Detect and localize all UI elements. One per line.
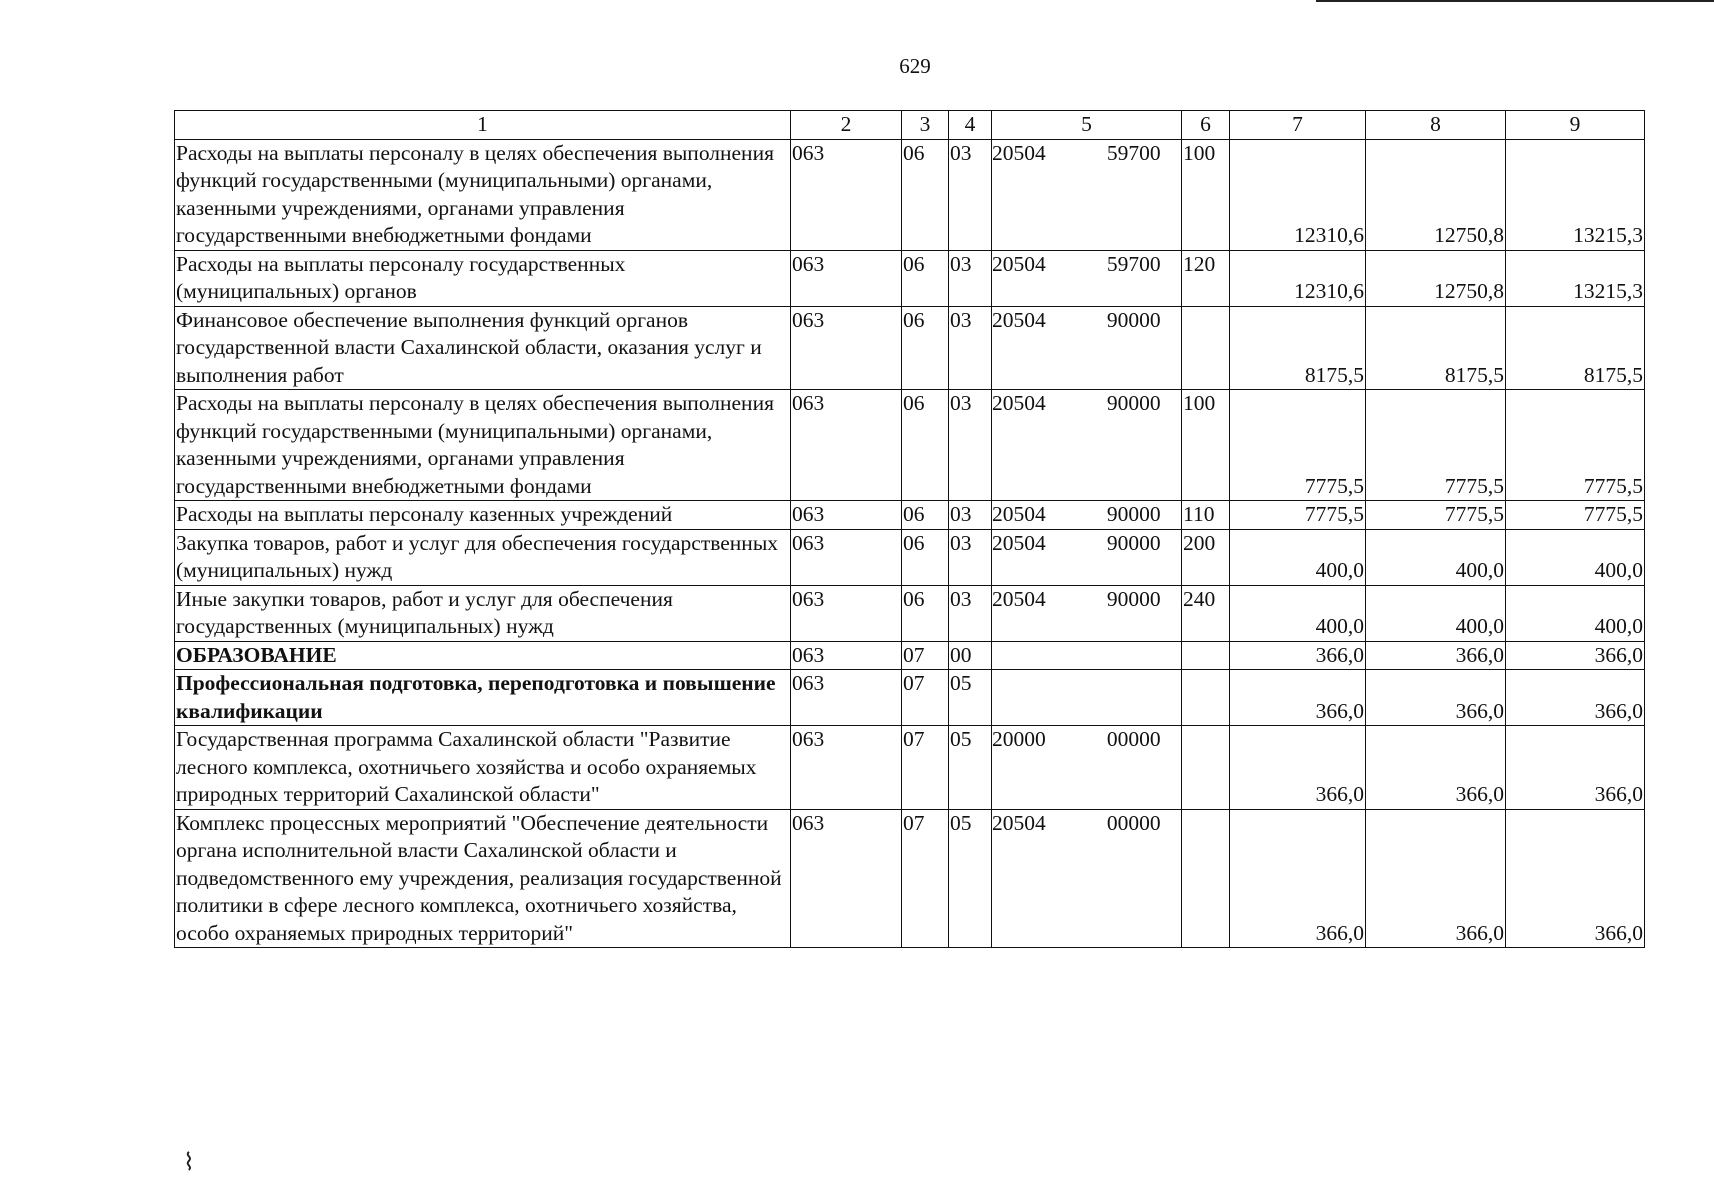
target-article-cell — [992, 529, 1182, 585]
amount-year3-cell: 366,0 — [1506, 641, 1645, 670]
expense-type-cell: 120 — [1182, 250, 1230, 306]
amount-year3-cell: 366,0 — [1506, 809, 1645, 948]
header-cell: 7 — [1230, 111, 1366, 140]
target-article-cell — [992, 250, 1182, 306]
table-row — [175, 585, 1645, 641]
expense-type-cell: 110 — [1182, 501, 1230, 530]
row-name-cell: Расходы на выплаты персоналу в целях обеспечения выполнения функций государственными (муниципальными) органами, казенными учреждениями, органами управления государственными внебюджетными фондами — [175, 139, 791, 250]
target-article-cell — [992, 726, 1182, 810]
target-article-cell — [992, 585, 1182, 641]
admin-code-cell: 063 — [791, 670, 902, 726]
section-cell: 06 — [902, 501, 949, 530]
section-cell: 06 — [902, 585, 949, 641]
direction-code: 59700 — [1106, 251, 1161, 276]
expense-type-cell — [1182, 641, 1230, 670]
program-code: 20000 — [992, 727, 1046, 751]
expense-type-cell: 100 — [1182, 139, 1230, 250]
expense-type-cell: 100 — [1182, 390, 1230, 501]
amount-year1-cell: 7775,5 — [1230, 390, 1366, 501]
header-cell: 1 — [175, 111, 791, 140]
table-row — [175, 641, 1645, 670]
header-cell: 4 — [949, 111, 992, 140]
amount-year3-cell: 366,0 — [1506, 726, 1645, 810]
amount-year1-cell: 366,0 — [1230, 641, 1366, 670]
section-cell: 06 — [902, 529, 949, 585]
row-name-cell: ОБРАЗОВАНИЕ — [175, 641, 791, 670]
table-row — [175, 306, 1645, 390]
admin-code-cell: 063 — [791, 809, 902, 948]
amount-year3-cell: 13215,3 — [1506, 139, 1645, 250]
row-name-cell: Профессиональная подготовка, переподготовка и повышение квалификации — [175, 670, 791, 726]
subsection-cell: 05 — [949, 670, 992, 726]
amount-year1-cell: 366,0 — [1230, 670, 1366, 726]
table-row — [175, 670, 1645, 726]
expense-type-cell: 200 — [1182, 529, 1230, 585]
amount-year1-cell: 400,0 — [1230, 585, 1366, 641]
amount-year2-cell: 12750,8 — [1366, 139, 1506, 250]
table-row — [175, 529, 1645, 585]
program-code: 20504 — [992, 140, 1046, 165]
row-name-cell: Иные закупки товаров, работ и услуг для обеспечения государственных (муниципальных) нужд — [175, 585, 791, 641]
row-name-cell: Закупка товаров, работ и услуг для обеспечения государственных (муниципальных) нужд — [175, 529, 791, 585]
row-name-cell: Расходы на выплаты персоналу в целях обеспечения выполнения функций государственными (муниципальными) органами, казенными учреждениями, органами управления государственными внебюджетными фондами — [175, 390, 791, 501]
amount-year1-cell: 12310,6 — [1230, 250, 1366, 306]
amount-year1-cell: 12310,6 — [1230, 139, 1366, 250]
admin-code-cell: 063 — [791, 250, 902, 306]
subsection-cell: 03 — [949, 139, 992, 250]
target-article-cell — [992, 139, 1182, 250]
amount-year1-cell: 7775,5 — [1230, 501, 1366, 530]
header-cell: 8 — [1366, 111, 1506, 140]
program-code: 20504 — [992, 307, 1046, 332]
amount-year2-cell: 400,0 — [1366, 585, 1506, 641]
subsection-cell: 03 — [949, 250, 992, 306]
subsection-cell: 03 — [949, 390, 992, 501]
subsection-cell: 05 — [949, 726, 992, 810]
amount-year2-cell: 366,0 — [1366, 670, 1506, 726]
target-article-cell — [992, 306, 1182, 390]
program-code: 20504 — [992, 810, 1046, 835]
amount-year3-cell: 366,0 — [1506, 670, 1645, 726]
page-number: 629 — [899, 54, 931, 78]
section-cell: 06 — [902, 306, 949, 390]
subsection-cell: 03 — [949, 501, 992, 530]
admin-code-cell: 063 — [791, 529, 902, 585]
direction-code: 00000 — [1106, 727, 1161, 751]
amount-year3-cell: 7775,5 — [1506, 390, 1645, 501]
subsection-cell: 03 — [949, 585, 992, 641]
amount-year2-cell: 366,0 — [1366, 809, 1506, 948]
program-code: 20504 — [992, 530, 1046, 555]
table-body — [175, 139, 1645, 948]
target-article-cell — [992, 670, 1182, 726]
program-code: 20504 — [992, 586, 1046, 611]
header-cell: 6 — [1182, 111, 1230, 140]
amount-year3-cell: 400,0 — [1506, 585, 1645, 641]
admin-code-cell: 063 — [791, 641, 902, 670]
amount-year1-cell: 400,0 — [1230, 529, 1366, 585]
amount-year2-cell: 366,0 — [1366, 641, 1506, 670]
section-cell: 07 — [902, 726, 949, 810]
amount-year3-cell: 400,0 — [1506, 529, 1645, 585]
table-row — [175, 501, 1645, 530]
subsection-cell: 03 — [949, 306, 992, 390]
direction-code: 90000 — [1106, 502, 1161, 526]
program-code: 20504 — [992, 251, 1046, 276]
admin-code-cell: 063 — [791, 585, 902, 641]
table-row — [175, 726, 1645, 810]
table-row — [175, 390, 1645, 501]
amount-year2-cell: 366,0 — [1366, 726, 1506, 810]
direction-code: 90000 — [1106, 530, 1161, 555]
admin-code-cell: 063 — [791, 306, 902, 390]
direction-code: 90000 — [1106, 586, 1161, 611]
section-cell: 06 — [902, 139, 949, 250]
section-cell: 06 — [902, 390, 949, 501]
admin-code-cell: 063 — [791, 139, 902, 250]
subsection-cell: 00 — [949, 641, 992, 670]
direction-code: 59700 — [1106, 140, 1161, 165]
direction-code: 90000 — [1106, 307, 1161, 332]
subsection-cell: 05 — [949, 809, 992, 948]
row-name-cell: Расходы на выплаты персоналу казенных учреждений — [175, 501, 791, 530]
header-cell: 9 — [1506, 111, 1645, 140]
target-article-cell — [992, 641, 1182, 670]
section-cell: 06 — [902, 250, 949, 306]
expense-type-cell — [1182, 306, 1230, 390]
budget-table — [174, 110, 1645, 948]
expense-type-cell: 240 — [1182, 585, 1230, 641]
target-article-cell — [992, 501, 1182, 530]
amount-year2-cell: 12750,8 — [1366, 250, 1506, 306]
row-name-cell: Расходы на выплаты персоналу государственных (муниципальных) органов — [175, 250, 791, 306]
admin-code-cell: 063 — [791, 501, 902, 530]
section-cell: 07 — [902, 670, 949, 726]
row-name-cell: Финансовое обеспечение выполнения функций органов государственной власти Сахалинской области, оказания услуг и выполнения работ — [175, 306, 791, 390]
program-code: 20504 — [992, 391, 1046, 415]
expense-type-cell — [1182, 809, 1230, 948]
table-row — [175, 139, 1645, 250]
header-cell: 2 — [791, 111, 902, 140]
amount-year2-cell: 8175,5 — [1366, 306, 1506, 390]
admin-code-cell: 063 — [791, 390, 902, 501]
direction-code: 90000 — [1106, 391, 1161, 415]
direction-code: 00000 — [1106, 810, 1161, 835]
table-row — [175, 809, 1645, 948]
scan-mark-glyph: ⌇ — [183, 1150, 195, 1176]
header-cell: 5 — [992, 111, 1182, 140]
row-name-cell: Комплекс процессных мероприятий "Обеспечение деятельности органа исполнительной власти Сахалинской области и подведомственного ему учреждения, реализация государственной политики в сфере лесного комплекса, охотничьего хозяйства, особо охраняемых природных территорий" — [175, 809, 791, 948]
amount-year3-cell: 13215,3 — [1506, 250, 1645, 306]
amount-year1-cell: 8175,5 — [1230, 306, 1366, 390]
section-cell: 07 — [902, 809, 949, 948]
amount-year2-cell: 7775,5 — [1366, 390, 1506, 501]
expense-type-cell — [1182, 670, 1230, 726]
row-name-cell: Государственная программа Сахалинской области "Развитие лесного комплекса, охотничьего хозяйства и особо охраняемых природных территорий Сахалинской области" — [175, 726, 791, 810]
table-row — [175, 250, 1645, 306]
amount-year3-cell: 7775,5 — [1506, 501, 1645, 530]
section-cell: 07 — [902, 641, 949, 670]
subsection-cell: 03 — [949, 529, 992, 585]
program-code: 20504 — [992, 502, 1046, 526]
target-article-cell — [992, 809, 1182, 948]
amount-year2-cell: 7775,5 — [1366, 501, 1506, 530]
amount-year3-cell: 8175,5 — [1506, 306, 1645, 390]
amount-year2-cell: 400,0 — [1366, 529, 1506, 585]
header-row — [175, 111, 1645, 140]
top-edge-rule — [1316, 0, 1714, 2]
amount-year1-cell: 366,0 — [1230, 726, 1366, 810]
amount-year1-cell: 366,0 — [1230, 809, 1366, 948]
expense-type-cell — [1182, 726, 1230, 810]
header-cell: 3 — [902, 111, 949, 140]
admin-code-cell: 063 — [791, 726, 902, 810]
target-article-cell — [992, 390, 1182, 501]
